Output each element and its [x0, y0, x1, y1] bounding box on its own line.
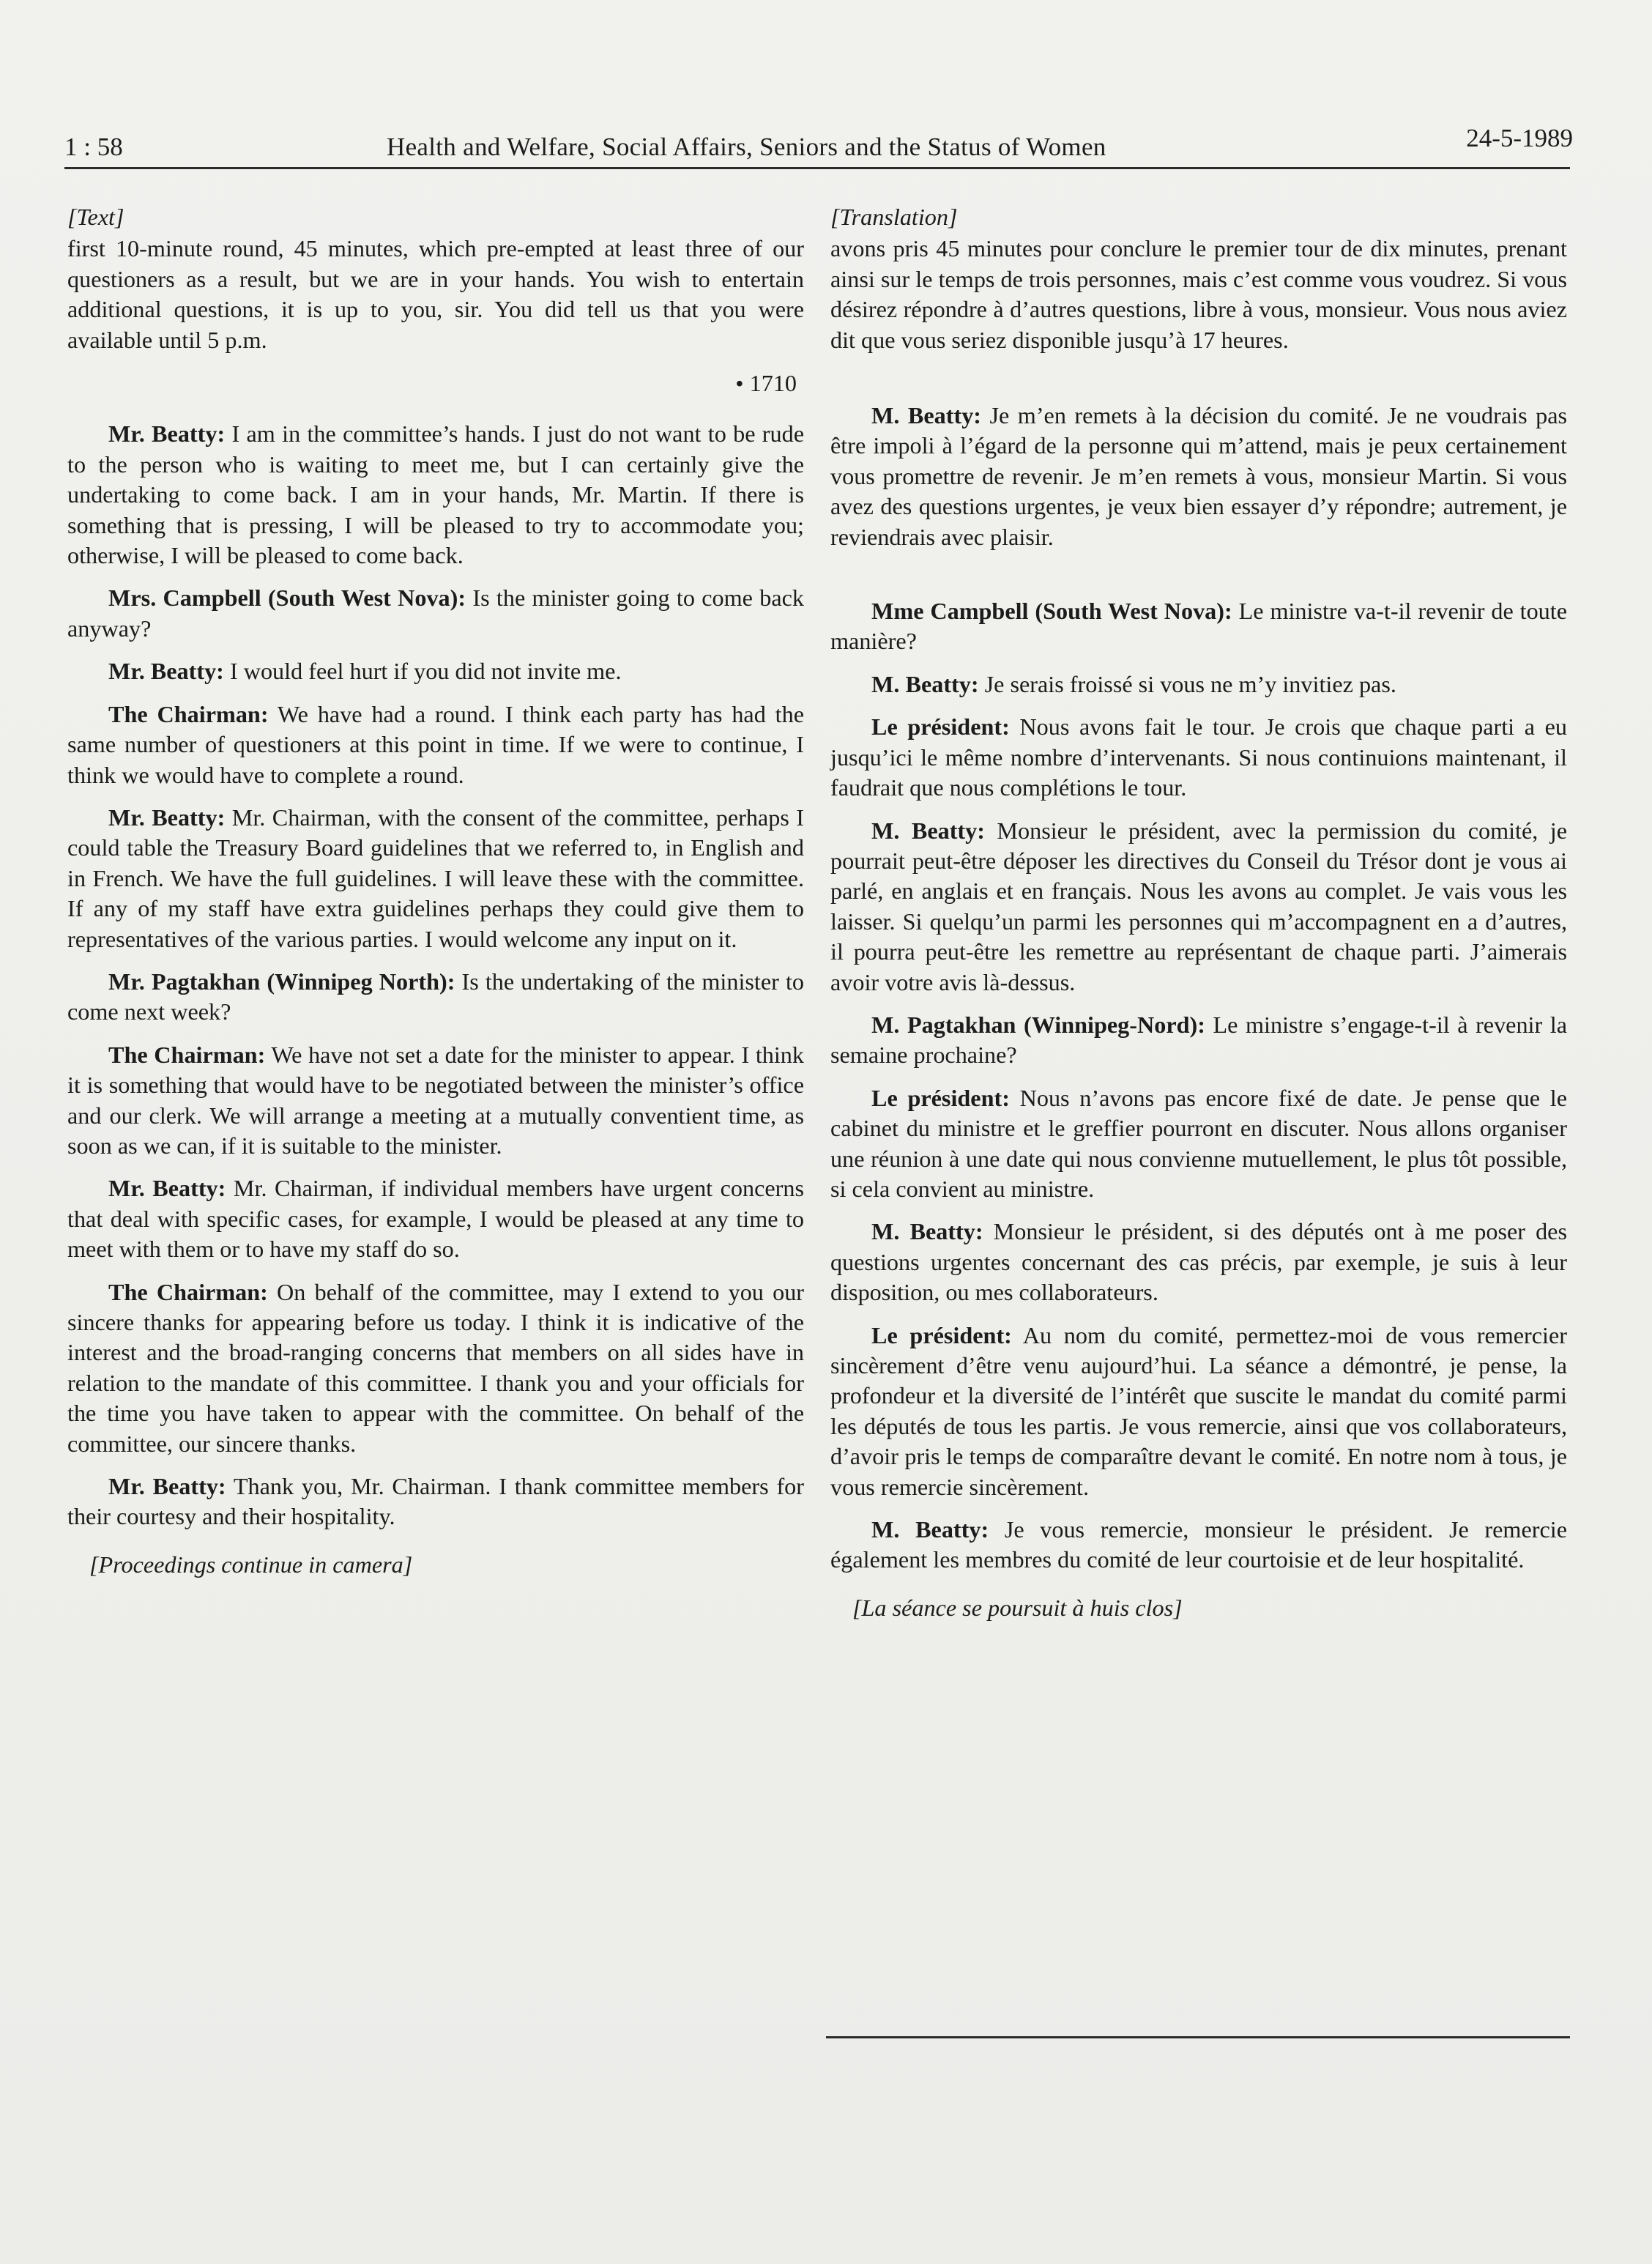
- speech-paragraph: [67, 419, 804, 571]
- speaker-name: M. Beatty:: [871, 1516, 989, 1543]
- speaker-name: Mr. Beatty:: [108, 1473, 226, 1500]
- header-rule: [64, 167, 1570, 169]
- text-tag: [Text]: [67, 204, 124, 230]
- speech-paragraph: [830, 596, 1567, 657]
- speech-paragraph: [67, 967, 804, 1028]
- translation-tag: [Translation]: [830, 204, 958, 230]
- speech-paragraph: [830, 1321, 1567, 1502]
- intro-paragraph: avons pris 45 minutes pour conclure le premier tour de dix minutes, prenant ainsi sur le temps de trois personnes, mais c’est comme vous voudrez. Si vous désirez répondre à d’autres questions, libre à vous, monsieur. Vous nous aviez dit que vous seriez disponible jusqu’à 17 heures.: [830, 235, 1567, 353]
- speaker-name: M. Beatty:: [871, 1218, 983, 1245]
- speech-paragraph: [67, 699, 804, 790]
- speaker-name: M. Beatty:: [871, 402, 982, 429]
- speech-text: I am in the committee’s hands. I just do not want to be rude to the person who is waiting to meet me, but I can certainly give the undertaking to come back. I am in your hands, Mr. Martin. If there is something that is pressing, I will be pleased to try to accommodate you; otherwise, I will be pleased to come back.: [67, 420, 804, 569]
- speech-text: Je vous remercie, monsieur le président. Je remercie également les membres du comité de leur courtoisie et de leur hospitalité.: [830, 1516, 1567, 1573]
- speaker-name: M. Beatty:: [871, 817, 985, 844]
- speech-paragraph: [830, 1515, 1567, 1575]
- speaker-name: M. Beatty:: [871, 670, 979, 697]
- intro-paragraph: first 10-minute round, 45 minutes, which pre-empted at least three of our questioners as a result, but we are in your hands. You wish to entertain additional questions, it is up to you, sir. You did tell us that you were available until 5 p.m.: [67, 235, 804, 353]
- speech-text: Thank you, Mr. Chairman. I thank committee members for their courtesy and their hospitality.: [67, 1473, 804, 1530]
- french-column: [830, 202, 1567, 1636]
- speaker-name: Mr. Beatty:: [108, 803, 226, 831]
- speech-text: Mr. Chairman, with the consent of the committee, perhaps I could table the Treasury Board guidelines that we referred to, in English and in French. We have the full guidelines. I will leave these with the committee. If any of my staff have extra guidelines perhaps they could give them to representatives of the various parties. I would welcome any input on it.: [67, 803, 804, 952]
- speech-paragraph: [67, 1471, 804, 1532]
- speech-text: Au nom du comité, permettez-moi de vous remercier sincèrement d’être venu aujourd’hui. La séance a démontré, je pense, la profondeur et la diversité de l’intérêt que suscite le mandat du comité parmi les députés de tous les partis. Je vous remercie, ainsi que vos collaborateurs, d’avoir pris le temps de comparaître devant le comité. En notre nom à tous, je vous remercie sincèrement.: [830, 1321, 1568, 1500]
- speech-text: Is the minister going to come back anyway?: [67, 584, 804, 642]
- speech-paragraph: [830, 712, 1567, 803]
- speaker-name: Le président:: [871, 1321, 1012, 1348]
- speaker-name: The Chairman:: [108, 1041, 266, 1068]
- speech-paragraph: [67, 656, 804, 686]
- page-number: 1 : 58: [64, 133, 123, 161]
- speaker-name: Le président:: [871, 713, 1010, 741]
- speech-paragraph: [67, 583, 804, 644]
- speech-text: Mr. Chairman, if individual members have urgent concerns that deal with specific cases, for example, I would be pleased at any time to meet with them or to have my staff do so.: [67, 1175, 805, 1263]
- speech-paragraph: [830, 1010, 1567, 1071]
- speech-text: Is the undertaking of the minister to come next week?: [67, 968, 805, 1025]
- speech-text: On behalf of the committee, may I extend to you our sincere thanks for appearing before us today. I think it is indicative of the interest and the broad-ranging concerns that members on all sides have in relation to the mandate of this committee. I thank you and your officials for the time you have taken to appear with the committee. On behalf of the committee, our sincere thanks.: [67, 1278, 805, 1457]
- speech-text: Nous avons fait le tour. Je crois que chaque parti a eu jusqu’ici le même nombre d’intervenants. Si nous continuions maintenant, il faudrait que nous complétions le tour.: [830, 713, 1567, 801]
- speech-paragraph: [830, 401, 1567, 552]
- speech-text: Je serais froissé si vous ne m’y invitiez pas.: [978, 670, 1396, 697]
- footer-rule: [826, 2036, 1570, 2038]
- speech-text: We have had a round. I think each party has had the same number of questioners at this point in time. If we were to continue, I think we would have to complete a round.: [67, 700, 805, 788]
- speaker-name: Le président:: [871, 1084, 1010, 1111]
- speech-paragraph: [830, 816, 1567, 998]
- speech-text: We have not set a date for the minister to appear. I think it is something that would have to be negotiated between the minister’s office and our clerk. We will arrange a meeting at a mutually conventient time, as soon as we can, if it is suitable to the minister.: [67, 1041, 804, 1159]
- speech-text: Monsieur le président, si des députés ont à me poser des questions urgentes concernant des cas précis, par exemple, je suis à leur disposition, ou mes collaborateurs.: [830, 1218, 1567, 1306]
- speaker-name: Mr. Beatty:: [108, 420, 226, 448]
- speaker-name: The Chairman:: [108, 700, 269, 727]
- speech-text: Nous n’avons pas encore fixé de date. Je pense que le cabinet du ministre et le greffier pourront en discuter. Nous allons organiser une réunion à une date qui nous convienne mutuellement, le plus tôt possible, si cela convient au ministre.: [830, 1084, 1567, 1202]
- closing-note: [Proceedings continue in camera]: [89, 1551, 413, 1578]
- speech-paragraph: [67, 1277, 804, 1459]
- speech-paragraph: [830, 669, 1567, 699]
- speech-text: Le ministre s’engage-t-il à revenir la semaine prochaine?: [830, 1011, 1567, 1069]
- closing-note: [La séance se poursuit à huis clos]: [852, 1594, 1183, 1621]
- speaker-name: The Chairman:: [108, 1278, 268, 1305]
- speaker-name: Mr. Beatty:: [108, 658, 224, 685]
- page-title: Health and Welfare, Social Affairs, Seniors and the Status of Women: [387, 133, 1106, 161]
- speaker-name: M. Pagtakhan (Winnipeg-Nord):: [871, 1011, 1205, 1038]
- speech-text: Le ministre va-t-il revenir de toute manière?: [830, 598, 1567, 655]
- speech-text: Je m’en remets à la décision du comité. Je ne voudrais pas être impoli à l’égard de la personne qui m’attend, mais je peux certainement vous promettre de revenir. Je m’en remets à vous, monsieur Martin. Si vous avez des questions urgentes, je veux bien essayer d’y répondre; autrement, je reviendrais avec plaisir.: [830, 402, 1568, 550]
- speech-paragraph: [67, 1173, 804, 1264]
- speaker-name: Mr. Pagtakhan (Winnipeg North):: [108, 968, 455, 995]
- speech-paragraph: [830, 1217, 1567, 1307]
- page-header: [64, 124, 1573, 166]
- speech-text: Monsieur le président, avec la permission du comité, je pourrait peut-être déposer les directives du Conseil du Trésor dont je vous ai parlé, en anglais et en français. Nous les avons au complet. Je vais vous les laisser. Si quelqu’un parmi les personnes qui m’accompagnent en a d’autres, il pourra peut-être les remettre au représentant de chaque parti. J’aimerais avoir votre avis là-dessus.: [830, 817, 1567, 995]
- speech-paragraph: [67, 1040, 804, 1162]
- speaker-name: Mr. Beatty:: [108, 1175, 226, 1202]
- speech-text: I would feel hurt if you did not invite me.: [223, 658, 622, 685]
- speaker-name: Mrs. Campbell (South West Nova):: [108, 584, 466, 612]
- speaker-name: Mme Campbell (South West Nova):: [871, 598, 1232, 625]
- page-date: 24-5-1989: [1466, 124, 1573, 152]
- timecode: • 1710: [735, 370, 797, 397]
- speech-paragraph: [830, 1083, 1567, 1205]
- speech-paragraph: [67, 803, 804, 954]
- english-column: [67, 202, 804, 1592]
